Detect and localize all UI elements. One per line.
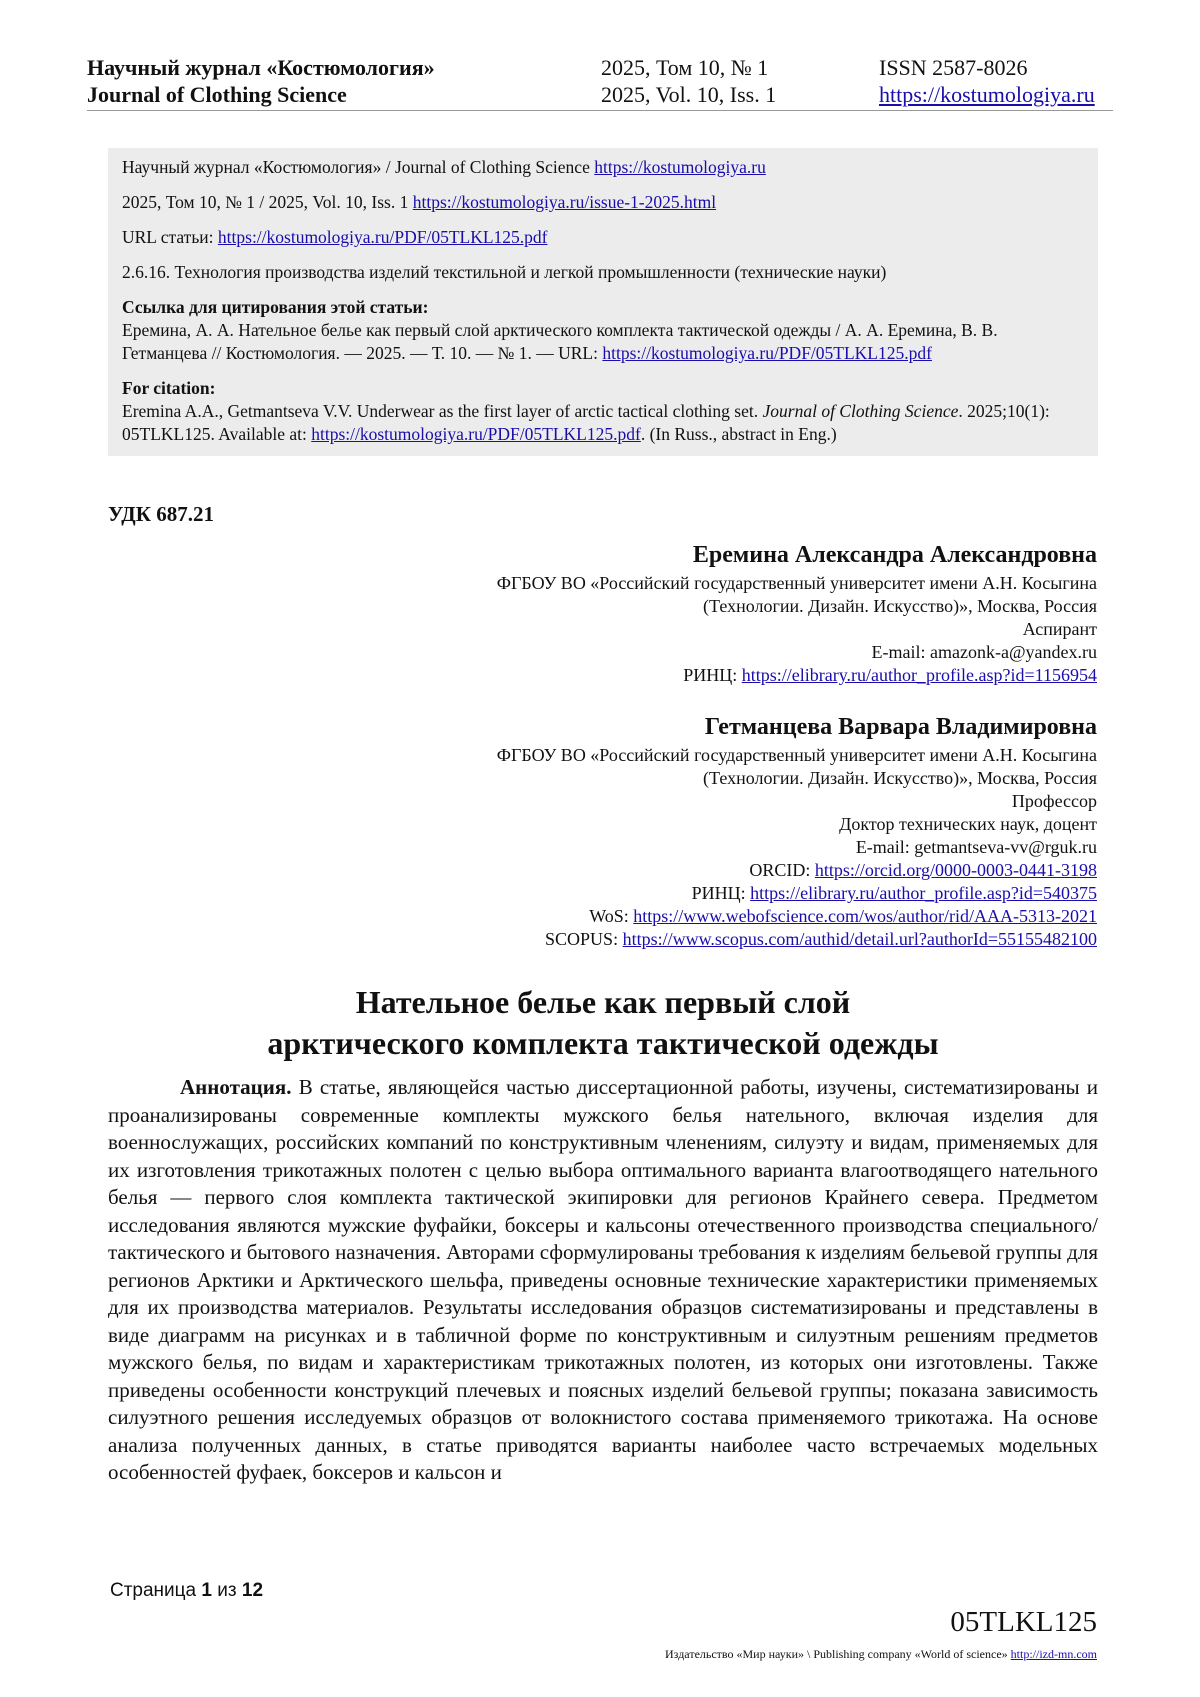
header-issn: ISSN 2587-8026	[879, 55, 1028, 80]
author-name: Гетманцева Варвара Владимировна	[704, 714, 1097, 740]
abstract-text: В статье, являющейся частью диссертационной работы, изучены, систематизированы и проанализированы современные комплекты мужского белья нательного, включая изделия для военнослужащих, российских компаний по конструктивным членениям, силуэту и видам, применяемых для их изготовления трикотажных полотен с целью выбора оптимального варианта влагоотводящего нательного белья — первого слоя комплекта тактической экипировки для регионов Крайнего севера. Предметом исследования являются мужские фуфайки, боксеры и кальсоны отечественного производства специального/ тактического и бытового назначения. Авторами сформулированы требования к изделиям бельевой группы для регионов Арктики и Арктического шельфа, приведены основные технические характеристики применяемых для их производства материалов. Результаты исследования образцов систематизированы и представлены в виде диаграмм на рисунках и в табличной форме по конструктивным и силуэтным решениям предметов мужского белья, по видам и характеристикам трикотажных полотен, из которых они изготовлены. Также приведены особенности конструкций плечевых и поясных изделий бельевой группы; показана зависимость силуэтного решения исследуемых образцов от волокнистого состава применяемого трикотажа. На основе анализа полученных данных, в статье приводятся варианты наиболее часто встречаемых модельных особенностей фуфаек, боксеров и кальсон и	[108, 1075, 1099, 1484]
article-url-label: URL статьи:	[122, 227, 214, 247]
header-issue-ru: 2025, Том 10, № 1	[601, 55, 769, 80]
header-issue	[601, 54, 776, 108]
article-title	[108, 982, 1098, 1064]
author-org-line1: ФГБОУ ВО «Российский государственный университет имени А.Н. Косыгина	[496, 745, 1097, 765]
author-position: Профессор	[1011, 791, 1097, 811]
page-current: 1	[201, 1580, 212, 1601]
rinc-link[interactable]: https://elibrary.ru/author_profile.asp?id=540375	[750, 883, 1097, 903]
page-separator: из	[217, 1580, 237, 1601]
journal-link[interactable]: https://kostumologiya.ru	[594, 157, 766, 177]
publisher-link[interactable]: http://izd-mn.com	[1010, 1647, 1097, 1661]
author-block-1	[497, 540, 1097, 687]
header-journal-ru: Научный журнал «Костюмология»	[87, 55, 435, 80]
orcid-label: ORCID:	[749, 860, 811, 880]
author-block-2	[497, 712, 1097, 951]
header-issue-en: 2025, Vol. 10, Iss. 1	[601, 82, 777, 107]
page-prefix: Страница	[110, 1580, 197, 1601]
page-number	[110, 1580, 263, 1602]
author-name: Еремина Александра Александровна	[692, 542, 1097, 568]
wos-link[interactable]: https://www.webofscience.com/wos/author/rid/AAA-5313-2021	[633, 906, 1097, 926]
article-code: 05TLKL125	[950, 1606, 1097, 1638]
header-journal-en: Journal of Clothing Science	[87, 82, 347, 107]
specialty-line: 2.6.16. Технология производства изделий текстильной и легкой промышленности (технические науки)	[122, 262, 887, 282]
rinc-link[interactable]: https://elibrary.ru/author_profile.asp?id=1156954	[741, 665, 1097, 685]
publisher-line	[665, 1647, 1097, 1662]
author-org-line2: (Технологии. Дизайн. Искусство)», Москва, Россия	[703, 768, 1097, 788]
scopus-link[interactable]: https://www.scopus.com/authid/detail.url?authorId=55155482100	[622, 929, 1097, 949]
publisher-text: Издательство «Мир науки» \ Publishing company «World of science»	[665, 1647, 1008, 1661]
ru-citation-text: Еремина, А. А. Нательное белье как первый слой арктического комплекта тактической одежды / А. А. Еремина, В. В. Гетманцева // Костюмология. — 2025. — Т. 10. — № 1. — URL:	[122, 320, 998, 363]
abstract	[108, 1074, 1098, 1487]
header-issn-site	[879, 54, 1095, 108]
en-citation-link[interactable]: https://kostumologiya.ru/PDF/05TLKL125.pdf	[311, 424, 641, 444]
author-org-line2: (Технологии. Дизайн. Искусство)», Москва, Россия	[703, 596, 1097, 616]
article-title-line1: Нательное белье как первый слой	[355, 984, 851, 1020]
abstract-label: Аннотация.	[180, 1075, 292, 1099]
scopus-label: SCOPUS:	[545, 929, 619, 949]
en-citation-label: For citation:	[122, 378, 216, 398]
page-total: 12	[241, 1580, 264, 1601]
author-email: E-mail: getmantseva-vv@rguk.ru	[855, 837, 1097, 857]
issue-link[interactable]: https://kostumologiya.ru/issue-1-2025.html	[412, 192, 717, 212]
en-citation-text: Eremina A.A., Getmantseva V.V. Underwear as the first layer of arctic tactical clothing set.	[122, 401, 759, 421]
author-position: Аспирант	[1022, 619, 1097, 639]
rinc-label: РИНЦ:	[683, 665, 738, 685]
citation-box	[108, 148, 1098, 456]
orcid-link[interactable]: https://orcid.org/0000-0003-0441-3198	[814, 860, 1097, 880]
wos-label: WoS:	[589, 906, 629, 926]
rinc-label: РИНЦ:	[691, 883, 746, 903]
ru-citation-label: Ссылка для цитирования этой статьи:	[122, 297, 429, 317]
author-degree: Доктор технических наук, доцент	[839, 814, 1097, 834]
header-site-link[interactable]: https://kostumologiya.ru	[879, 82, 1095, 107]
issue-line: 2025, Том 10, № 1 / 2025, Vol. 10, Iss. 1	[122, 192, 409, 212]
author-org-line1: ФГБОУ ВО «Российский государственный университет имени А.Н. Косыгина	[496, 573, 1097, 593]
running-header	[87, 54, 1113, 111]
header-journal	[87, 54, 435, 108]
udk-code: УДК 687.21	[108, 502, 214, 526]
journal-line: Научный журнал «Костюмология» / Journal of Clothing Science	[122, 157, 590, 177]
ru-citation-link[interactable]: https://kostumologiya.ru/PDF/05TLKL125.pdf	[602, 343, 932, 363]
article-url-link[interactable]: https://kostumologiya.ru/PDF/05TLKL125.pdf	[217, 227, 548, 247]
en-citation-note: . (In Russ., abstract in Eng.)	[640, 424, 837, 444]
author-email: E-mail: amazonk-a@yandex.ru	[871, 642, 1097, 662]
en-citation-details: . 2025;10(1): 05TLKL125. Available at:	[122, 401, 1050, 444]
en-citation-journal: Journal of Clothing Science	[762, 401, 959, 421]
article-title-line2: арктического комплекта тактической одежды	[267, 1025, 939, 1061]
